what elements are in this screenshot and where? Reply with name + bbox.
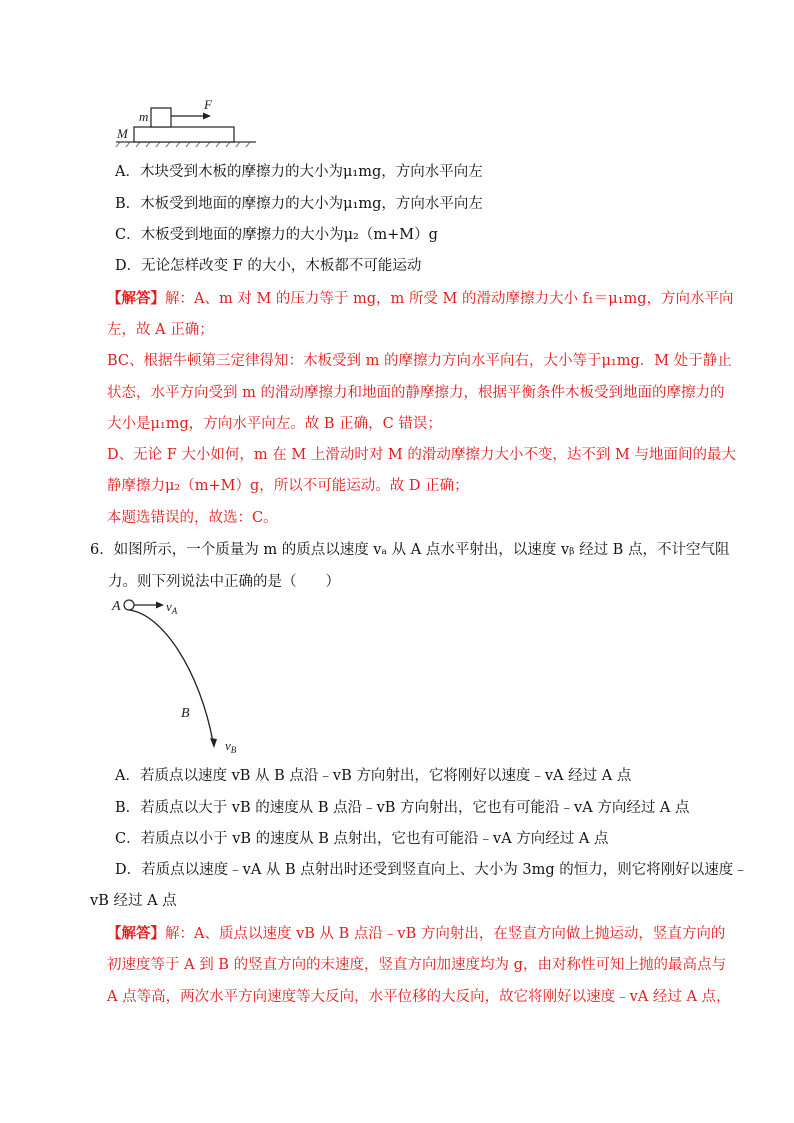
label-vA: v: [166, 599, 172, 614]
projectile-figure: [108, 592, 248, 757]
label-F: F: [204, 98, 212, 112]
q6-answer-line-3: A 点等高，两次水平方向速度等大反向，水平位移的大反向，故它将刚好以速度﹣vA 经过 A 点，: [107, 989, 731, 1005]
q5-answer-line-8: 本题选错误的，故选：C。: [107, 510, 278, 526]
q5-answer-line-3: BC、根据牛顿第三定律得知：木板受到 m 的摩擦力方向水平向右，大小等于μ₁mg．M 处于静止: [107, 353, 732, 369]
point-a: [124, 600, 134, 610]
svg-text:vA: [166, 599, 178, 616]
q5-answer-line-7: 静摩擦力μ₂（m+M）g，所以不可能运动。故 D 正确；: [107, 478, 469, 494]
q6-option-c: C．若质点以小于 vB 的速度从 B 点射出，它也有可能沿﹣vA 方向经过 A 点: [115, 831, 609, 847]
q6-option-d-line-1: D．若质点以速度﹣vA 从 B 点射出时还受到竖直向上、大小为 3mg 的恒力，则它将刚好以速度﹣: [115, 862, 748, 878]
q5-option-b: B．木板受到地面的摩擦力的大小为μ₁mg，方向水平向左: [115, 196, 483, 212]
q6-answer-line-2: 初速度等于 A 到 B 的竖直方向的末速度，竖直方向加速度均为 g，由对称性可知上抛的最高点与: [107, 957, 726, 973]
q6-option-a: A．若质点以速度 vB 从 B 点沿﹣vB 方向射出，它将刚好以速度﹣vA 经过 A 点: [115, 768, 632, 784]
q6-stem-line-2: 力。则下列说法中正确的是（ ）: [108, 574, 340, 590]
q5-answer-line-6: D、无论 F 大小如何，m 在 M 上滑动时对 M 的滑动摩擦力大小不变，达不到 M 与地面间的最大: [107, 447, 736, 463]
q6-answer-line-1: 【解答】解：A、质点以速度 vB 从 B 点沿﹣vB 方向射出，在竖直方向做上抛运动，竖直方向的: [107, 925, 726, 942]
board-M: [134, 127, 234, 142]
q5-answer-line-5: 大小是μ₁mg，方向水平向左。故 B 正确，C 错误；: [107, 416, 442, 432]
label-M: M: [117, 126, 128, 141]
label-vB-sub: B: [230, 745, 237, 755]
q5-option-a: A．木块受到木板的摩擦力的大小为μ₁mg，方向水平向左: [115, 164, 483, 180]
q5-option-d: D．无论怎样改变 F 的大小，木板都不可能运动: [115, 258, 422, 274]
label-m: m: [139, 109, 149, 124]
label-B: B: [181, 706, 190, 721]
q6-option-b: B．若质点以大于 vB 的速度从 B 点沿﹣vB 方向射出，它也有可能沿﹣vA 方向经过 A 点: [115, 800, 690, 816]
label-vA-sub: A: [171, 606, 178, 616]
q6-option-d-line-2: vB 经过 A 点: [90, 893, 177, 909]
q5-answer-line-1: 【解答】解：A、m 对 M 的压力等于 mg，m 所受 M 的滑动摩擦力大小 f₁＝μ₁mg，方向水平向: [107, 290, 734, 307]
q5-answer-line-4: 状态，水平方向受到 m 的滑动摩擦力和地面的静摩擦力，根据平衡条件木板受到地面的摩擦力的: [107, 385, 725, 401]
q6-answer-tag: 【解答】: [107, 925, 165, 942]
label-vB: v: [225, 738, 231, 753]
q6-stem-line-1: 6．如图所示，一个质量为 m 的质点以速度 vₐ 从 A 点水平射出，以速度 vᵦ 经过 B 点，不计空气阻: [90, 542, 730, 558]
label-A: A: [112, 599, 121, 614]
block-board-figure: [110, 98, 260, 148]
trajectory-curve: [129, 610, 213, 742]
q5-answer-tag: 【解答】: [107, 290, 165, 307]
q5-option-c: C．木板受到地面的摩擦力的大小为μ₂（m+M）g: [115, 227, 438, 243]
block-m: [151, 108, 171, 127]
svg-text:vB: [225, 738, 237, 755]
q5-answer-line-2: 左，故 A 正确；: [107, 322, 214, 338]
